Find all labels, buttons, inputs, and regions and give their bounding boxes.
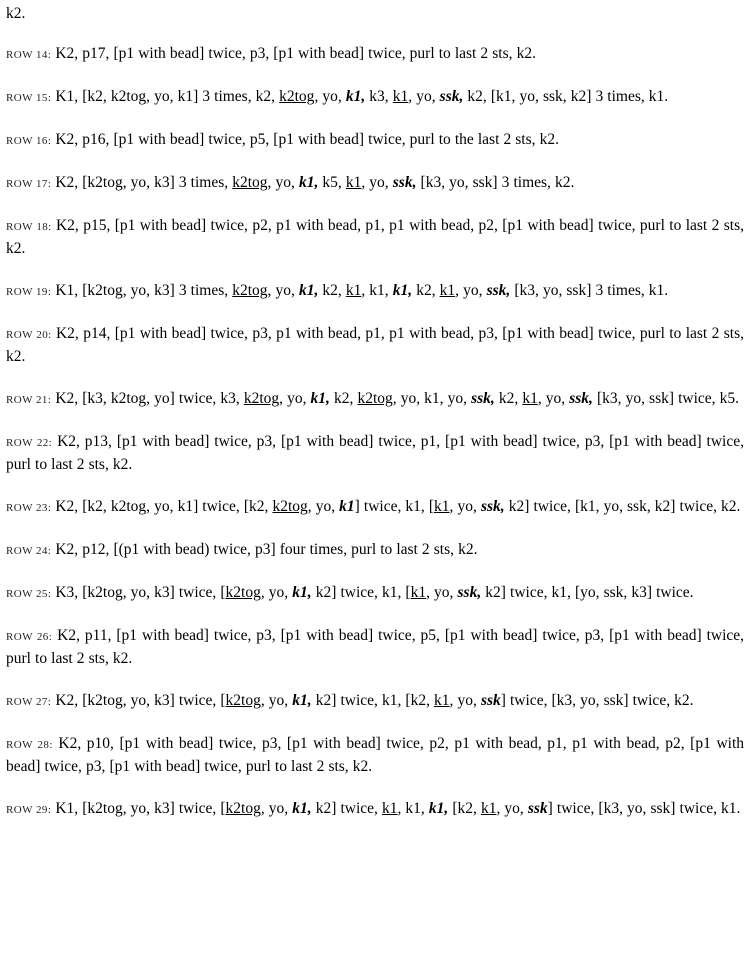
row-text: [k3, yo, ssk] 3 times, k1. xyxy=(510,282,669,299)
emphasized-stitch: k1, xyxy=(292,800,312,817)
continued-text: k2. xyxy=(6,5,26,22)
row-text: K1, [k2tog, yo, k3] twice, [ xyxy=(55,800,226,817)
row-text: , yo, k1, yo, xyxy=(392,390,472,407)
pattern-row xyxy=(6,582,744,605)
row-text: , yo, xyxy=(537,390,570,407)
row-text: , k1, xyxy=(361,282,393,299)
pattern-row xyxy=(6,539,744,562)
row-text: , yo, xyxy=(260,584,293,601)
pattern-row xyxy=(6,172,744,195)
row-label: ROW 19: xyxy=(6,286,52,298)
pattern-rows xyxy=(6,43,744,821)
row-text: , yo, xyxy=(314,88,346,105)
row-text: ] twice, k1, [ xyxy=(354,498,435,515)
pattern-row xyxy=(6,86,744,109)
emphasized-stitch: k1, xyxy=(392,282,413,299)
row-label: ROW 15: xyxy=(6,92,52,104)
row-text: k2, [k1, yo, ssk, k2] 3 times, k1. xyxy=(463,88,669,105)
row-text: K2, p14, [p1 with bead] twice, p3, p1 with bead, p1, p1 with bead, p3, [p1 with bead] twice, purl to last 2 sts, k2. xyxy=(6,325,744,365)
underlined-stitch: k2tog xyxy=(225,692,261,709)
underlined-stitch: k1 xyxy=(345,282,362,299)
pattern-row xyxy=(6,43,744,66)
row-text: K1, [k2tog, yo, k3] 3 times, xyxy=(55,282,233,299)
row-text: , k1, xyxy=(397,800,429,817)
row-text: ] twice, [k3, yo, ssk] twice, k2. xyxy=(500,692,694,709)
emphasized-stitch: ssk, xyxy=(392,174,417,191)
underlined-stitch: k1 xyxy=(439,282,456,299)
emphasized-stitch: k1, xyxy=(292,584,312,601)
emphasized-stitch: ssk, xyxy=(486,282,511,299)
underlined-stitch: k1 xyxy=(434,692,450,709)
row-text: K2, p15, [p1 with bead] twice, p2, p1 with bead, p1, p1 with bead, p2, [p1 with bead] twice, purl to last 2 sts, k2. xyxy=(6,217,744,257)
underlined-stitch: k2tog xyxy=(243,390,280,407)
underlined-stitch: k1 xyxy=(480,800,497,817)
row-text: k2] twice, k1, [ xyxy=(311,584,411,601)
underlined-stitch: k2tog xyxy=(232,282,268,299)
underlined-stitch: k2tog xyxy=(225,800,261,817)
row-text: k2, xyxy=(318,282,346,299)
pattern-row xyxy=(6,129,744,152)
emphasized-stitch: k1, xyxy=(428,800,449,817)
row-text: k2] twice, k1, [k2, xyxy=(311,692,435,709)
emphasized-stitch: k1, xyxy=(310,390,330,407)
row-text: , yo, xyxy=(279,390,311,407)
row-text: K1, [k2, k2tog, yo, k1] 3 times, k2, xyxy=(55,88,280,105)
row-text: , yo, xyxy=(267,282,299,299)
row-text: k3, xyxy=(365,88,393,105)
row-text: , yo, xyxy=(455,282,487,299)
row-text: ] twice, [k3, yo, ssk] twice, k1. xyxy=(547,800,741,817)
pattern-row xyxy=(6,733,744,778)
pattern-row xyxy=(6,280,744,303)
row-text: , yo, xyxy=(408,88,440,105)
pattern-row xyxy=(6,215,744,260)
pattern-row xyxy=(6,798,744,821)
row-text: K2, p10, [p1 with bead] twice, p3, [p1 with bead] twice, p2, p1 with bead, p1, p1 with bead, p2, [p1 with bead] twice, p3, [p1 with bead] twice, purl to last 2 sts, k2. xyxy=(6,735,744,775)
row-text: , yo, xyxy=(496,800,528,817)
row-label: ROW 26: xyxy=(6,631,53,643)
row-text: K2, [k3, k2tog, yo] twice, k3, xyxy=(55,390,244,407)
row-text: k2, xyxy=(329,390,358,407)
row-text: [k3, yo, ssk] twice, k5. xyxy=(592,390,739,407)
row-label: ROW 14: xyxy=(6,49,52,61)
row-text: , yo, xyxy=(267,174,299,191)
row-text: [k2, xyxy=(448,800,481,817)
emphasized-stitch: ssk, xyxy=(457,584,482,601)
row-label: ROW 23: xyxy=(6,502,52,514)
pattern-row xyxy=(6,431,744,476)
emphasized-stitch: k1, xyxy=(298,174,319,191)
row-label: ROW 25: xyxy=(6,588,52,600)
row-text: k2, xyxy=(412,282,440,299)
underlined-stitch: k2tog xyxy=(232,174,268,191)
emphasized-stitch: ssk xyxy=(480,692,501,709)
emphasized-stitch: ssk, xyxy=(471,390,495,407)
emphasized-stitch: ssk, xyxy=(569,390,593,407)
row-text: K2, [k2tog, yo, k3] 3 times, xyxy=(55,174,233,191)
row-text: K2, p16, [p1 with bead] twice, p5, [p1 with bead] twice, purl to the last 2 sts, k2. xyxy=(55,131,559,148)
row-label: ROW 29: xyxy=(6,804,52,816)
row-text: k2] twice, k1, [yo, ssk, k3] twice. xyxy=(481,584,694,601)
row-text: k5, xyxy=(318,174,346,191)
underlined-stitch: k1 xyxy=(345,174,362,191)
row-label: ROW 17: xyxy=(6,178,52,190)
underlined-stitch: k2tog xyxy=(272,498,308,515)
emphasized-stitch: k1, xyxy=(345,88,366,105)
underlined-stitch: k2tog xyxy=(357,390,393,407)
row-text: K2, p11, [p1 with bead] twice, p3, [p1 with bead] twice, p5, [p1 with bead] twice, p3, [p1 with bead] twice, purl to last 2 sts, k2. xyxy=(6,627,745,667)
row-label: ROW 18: xyxy=(6,221,52,233)
pattern-row xyxy=(6,323,744,368)
row-text: , yo, xyxy=(449,692,481,709)
row-text: k2] twice, xyxy=(311,800,382,817)
underlined-stitch: k2tog xyxy=(225,584,261,601)
row-label: ROW 16: xyxy=(6,135,52,147)
emphasized-stitch: k1 xyxy=(339,498,355,515)
row-label: ROW 22: xyxy=(6,437,53,449)
row-text: k2] twice, [k1, yo, ssk, k2] twice, k2. xyxy=(504,498,741,515)
row-text: K2, p12, [(p1 with bead) twice, p3] four times, purl to last 2 sts, k2. xyxy=(55,541,478,558)
row-text: K2, [k2tog, yo, k3] twice, [ xyxy=(55,692,226,709)
underlined-stitch: k1 xyxy=(522,390,538,407)
emphasized-stitch: ssk, xyxy=(439,88,464,105)
row-text: K2, p13, [p1 with bead] twice, p3, [p1 with bead] twice, p1, [p1 with bead] twice, p3, [p1 with bead] twice, purl to last 2 sts, k2. xyxy=(6,433,744,473)
row-text: , yo, xyxy=(426,584,458,601)
row-text: , yo, xyxy=(260,692,293,709)
row-label: ROW 21: xyxy=(6,394,52,406)
row-label: ROW 24: xyxy=(6,545,52,557)
underlined-stitch: k1 xyxy=(381,800,398,817)
row-text: K2, [k2, k2tog, yo, k1] twice, [k2, xyxy=(55,498,273,515)
row-label: ROW 27: xyxy=(6,696,52,708)
row-text: [k3, yo, ssk] 3 times, k2. xyxy=(416,174,575,191)
row-text: , yo, xyxy=(449,498,481,515)
row-label: ROW 20: xyxy=(6,329,52,341)
row-text: k2, xyxy=(494,390,523,407)
row-text: K2, p17, [p1 with bead] twice, p3, [p1 with bead] twice, purl to last 2 sts, k2. xyxy=(55,45,536,62)
pattern-row xyxy=(6,690,744,713)
underlined-stitch: k1 xyxy=(410,584,427,601)
row-text: K3, [k2tog, yo, k3] twice, [ xyxy=(55,584,226,601)
emphasized-stitch: k1, xyxy=(298,282,319,299)
underlined-stitch: k2tog xyxy=(279,88,315,105)
row-label: ROW 28: xyxy=(6,739,53,751)
pattern-row xyxy=(6,496,744,519)
pattern-row xyxy=(6,625,744,670)
row-text: , yo, xyxy=(307,498,340,515)
underlined-stitch: k1 xyxy=(434,498,450,515)
emphasized-stitch: ssk, xyxy=(480,498,505,515)
emphasized-stitch: ssk xyxy=(527,800,548,817)
underlined-stitch: k1 xyxy=(392,88,409,105)
pattern-row xyxy=(6,388,744,411)
emphasized-stitch: k1, xyxy=(292,692,312,709)
row-text: , yo, xyxy=(260,800,293,817)
row-text: , yo, xyxy=(361,174,393,191)
